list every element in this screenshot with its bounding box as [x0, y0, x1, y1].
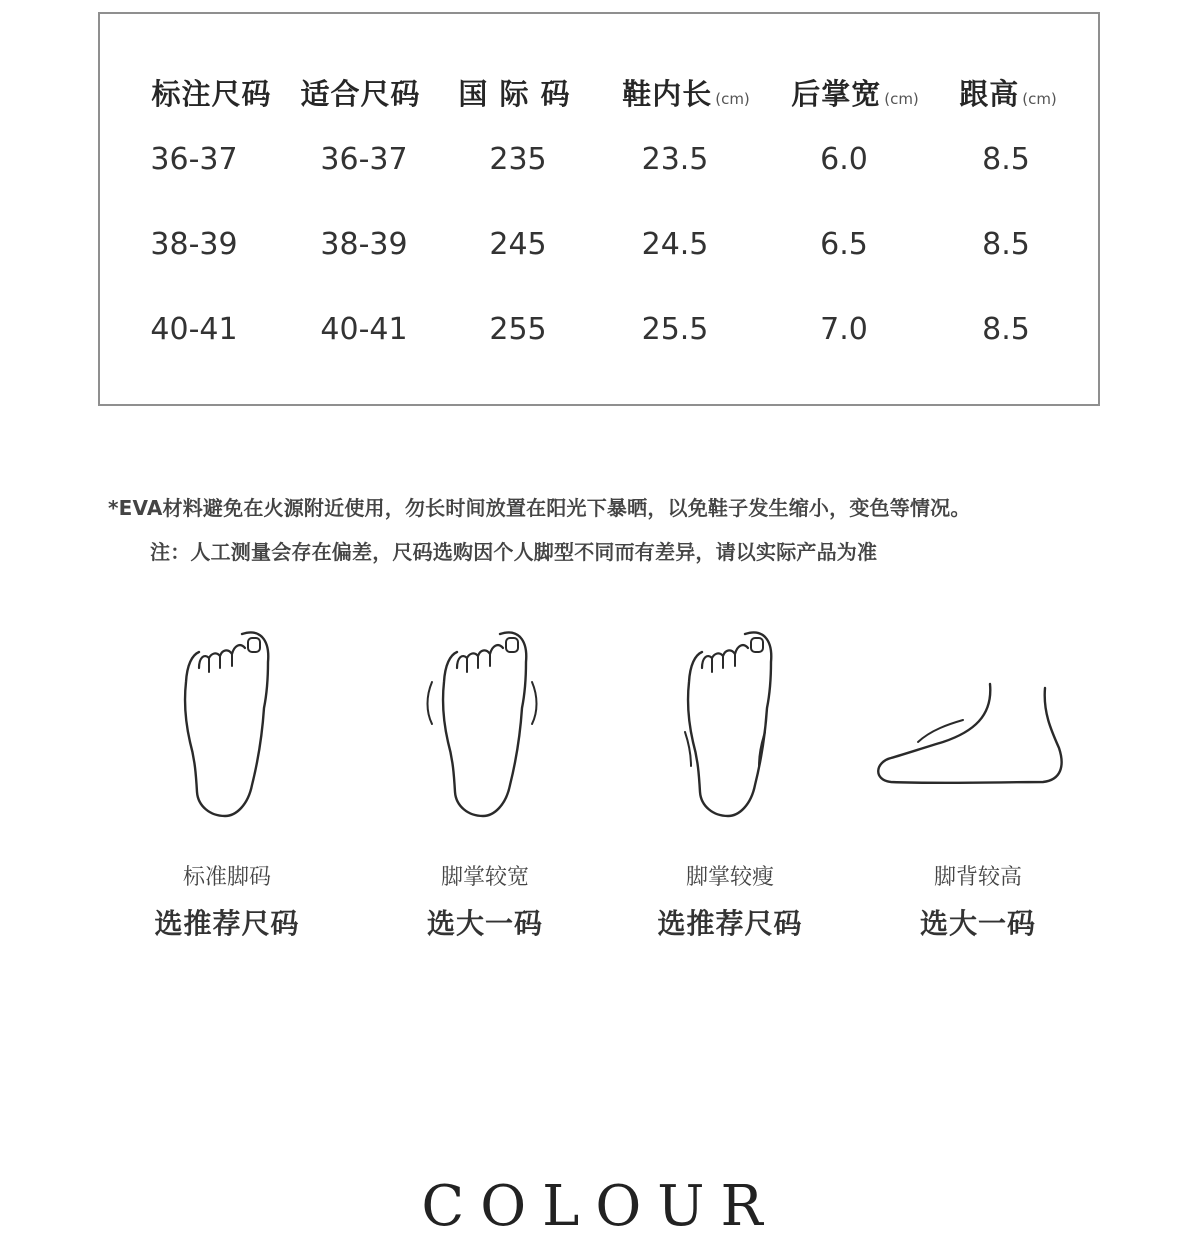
header-inner-length: 鞋内长 (cm): [622, 77, 750, 111]
header-heel-width: 后掌宽 (cm): [791, 77, 919, 111]
header-fit-size: 适合尺码: [300, 77, 421, 111]
table-cell: 38-39: [320, 227, 408, 262]
measure-note: 注：人工测量会存在偏差，尺码选购因个人脚型不同而有差异，请以实际产品为准: [150, 540, 878, 564]
foot-advice-label: 选大一码: [919, 907, 1036, 940]
wide-foot-icon: [370, 620, 600, 850]
foot-guide-standard: [112, 620, 342, 940]
foot-guide-wide: [370, 620, 600, 940]
table-cell: 40-41: [320, 312, 408, 347]
table-cell: 8.5: [982, 142, 1030, 177]
foot-guide-narrow: [615, 620, 845, 940]
table-cell: 8.5: [982, 227, 1030, 262]
foot-type-label: 标准脚码: [182, 865, 271, 890]
foot-guide-high-instep: [863, 620, 1093, 940]
table-cell: 25.5: [641, 312, 709, 347]
table-cell: 38-39: [150, 227, 238, 262]
table-cell: 255: [489, 312, 547, 347]
table-cell: 36-37: [150, 142, 238, 177]
size-table: [98, 12, 1100, 406]
foot-advice-label: 选推荐尺码: [657, 907, 803, 940]
table-cell: 245: [489, 227, 547, 262]
header-heel-height: 跟高 (cm): [959, 77, 1057, 111]
foot-advice-label: 选推荐尺码: [154, 907, 300, 940]
foot-type-label: 脚掌较宽: [440, 865, 529, 890]
narrow-foot-icon: [615, 620, 845, 850]
table-cell: 235: [489, 142, 547, 177]
table-cell: 6.5: [820, 227, 868, 262]
header-label-size: 标注尺码: [151, 77, 272, 111]
table-cell: 8.5: [982, 312, 1030, 347]
table-cell: 23.5: [641, 142, 709, 177]
table-cell: 24.5: [641, 227, 709, 262]
standard-foot-icon: [112, 620, 342, 850]
care-note: *EVA材料避免在火源附近使用，勿长时间放置在阳光下暴晒，以免鞋子发生缩小，变色等情况。: [108, 496, 971, 520]
table-cell: 7.0: [820, 312, 868, 347]
table-cell: 40-41: [150, 312, 238, 347]
header-international-size: 国 际 码: [458, 77, 571, 111]
foot-type-label: 脚掌较瘦: [685, 865, 774, 890]
high-instep-foot-icon: [863, 620, 1093, 850]
foot-type-label: 脚背较高: [933, 865, 1022, 890]
table-cell: 6.0: [820, 142, 868, 177]
table-cell: 36-37: [320, 142, 408, 177]
brand-logo: COLOUR: [421, 1174, 779, 1239]
foot-advice-label: 选大一码: [426, 907, 543, 940]
